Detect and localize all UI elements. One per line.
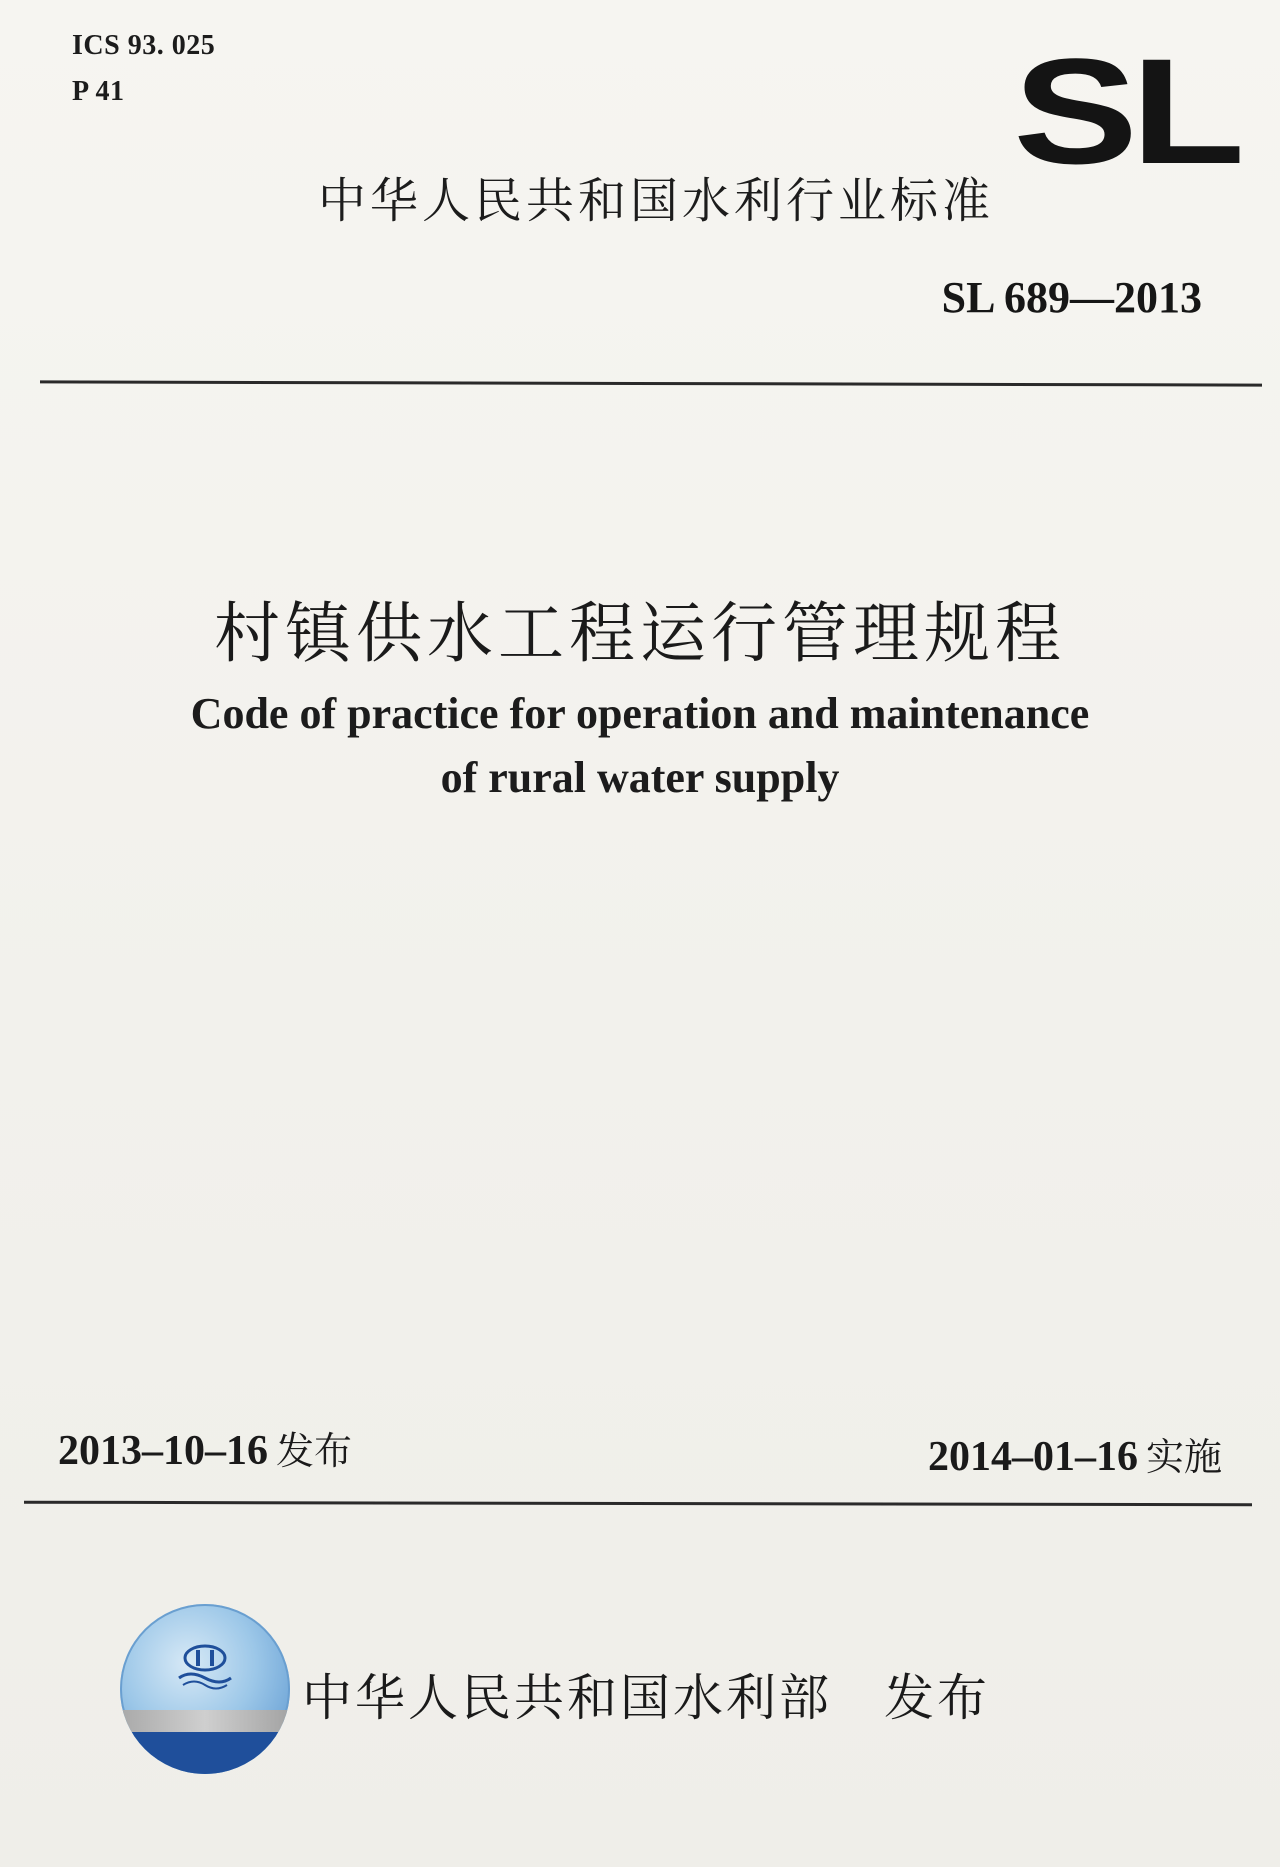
title-english-line-2: of rural water supply <box>440 753 840 802</box>
release-date: 2013–10–16 <box>58 1428 268 1474</box>
publish-label: 发布 <box>884 1669 990 1727</box>
publisher-line <box>302 1658 990 1730</box>
effective-date-block <box>928 1426 1222 1481</box>
seal-silver-band <box>120 1710 290 1732</box>
publisher-name: 中华人民共和国水利部 <box>302 1669 832 1727</box>
release-label: 发布 <box>276 1429 353 1473</box>
seal-lower-panel <box>120 1732 290 1774</box>
bottom-divider <box>24 1501 1252 1507</box>
anti-counterfeit-seal-icon <box>120 1604 290 1774</box>
category-code: P 41 <box>72 76 125 107</box>
industry-standard-heading: 中华人民共和国水利行业标准 <box>318 173 995 229</box>
water-emblem-icon <box>175 1640 235 1690</box>
effective-date: 2014–01–16 <box>927 1434 1138 1480</box>
effective-label: 实施 <box>1145 1435 1222 1479</box>
title-chinese: 村镇供水工程运行管理规程 <box>214 595 1066 672</box>
release-date-block <box>58 1420 352 1475</box>
sl-logo: SL <box>1013 27 1238 195</box>
title-english-line-1: Code of practice for operation and maintenance <box>190 689 1090 738</box>
ics-code: ICS 93. 025 <box>72 30 216 61</box>
top-divider <box>40 380 1262 386</box>
standard-number: SL 689—2013 <box>941 273 1202 322</box>
